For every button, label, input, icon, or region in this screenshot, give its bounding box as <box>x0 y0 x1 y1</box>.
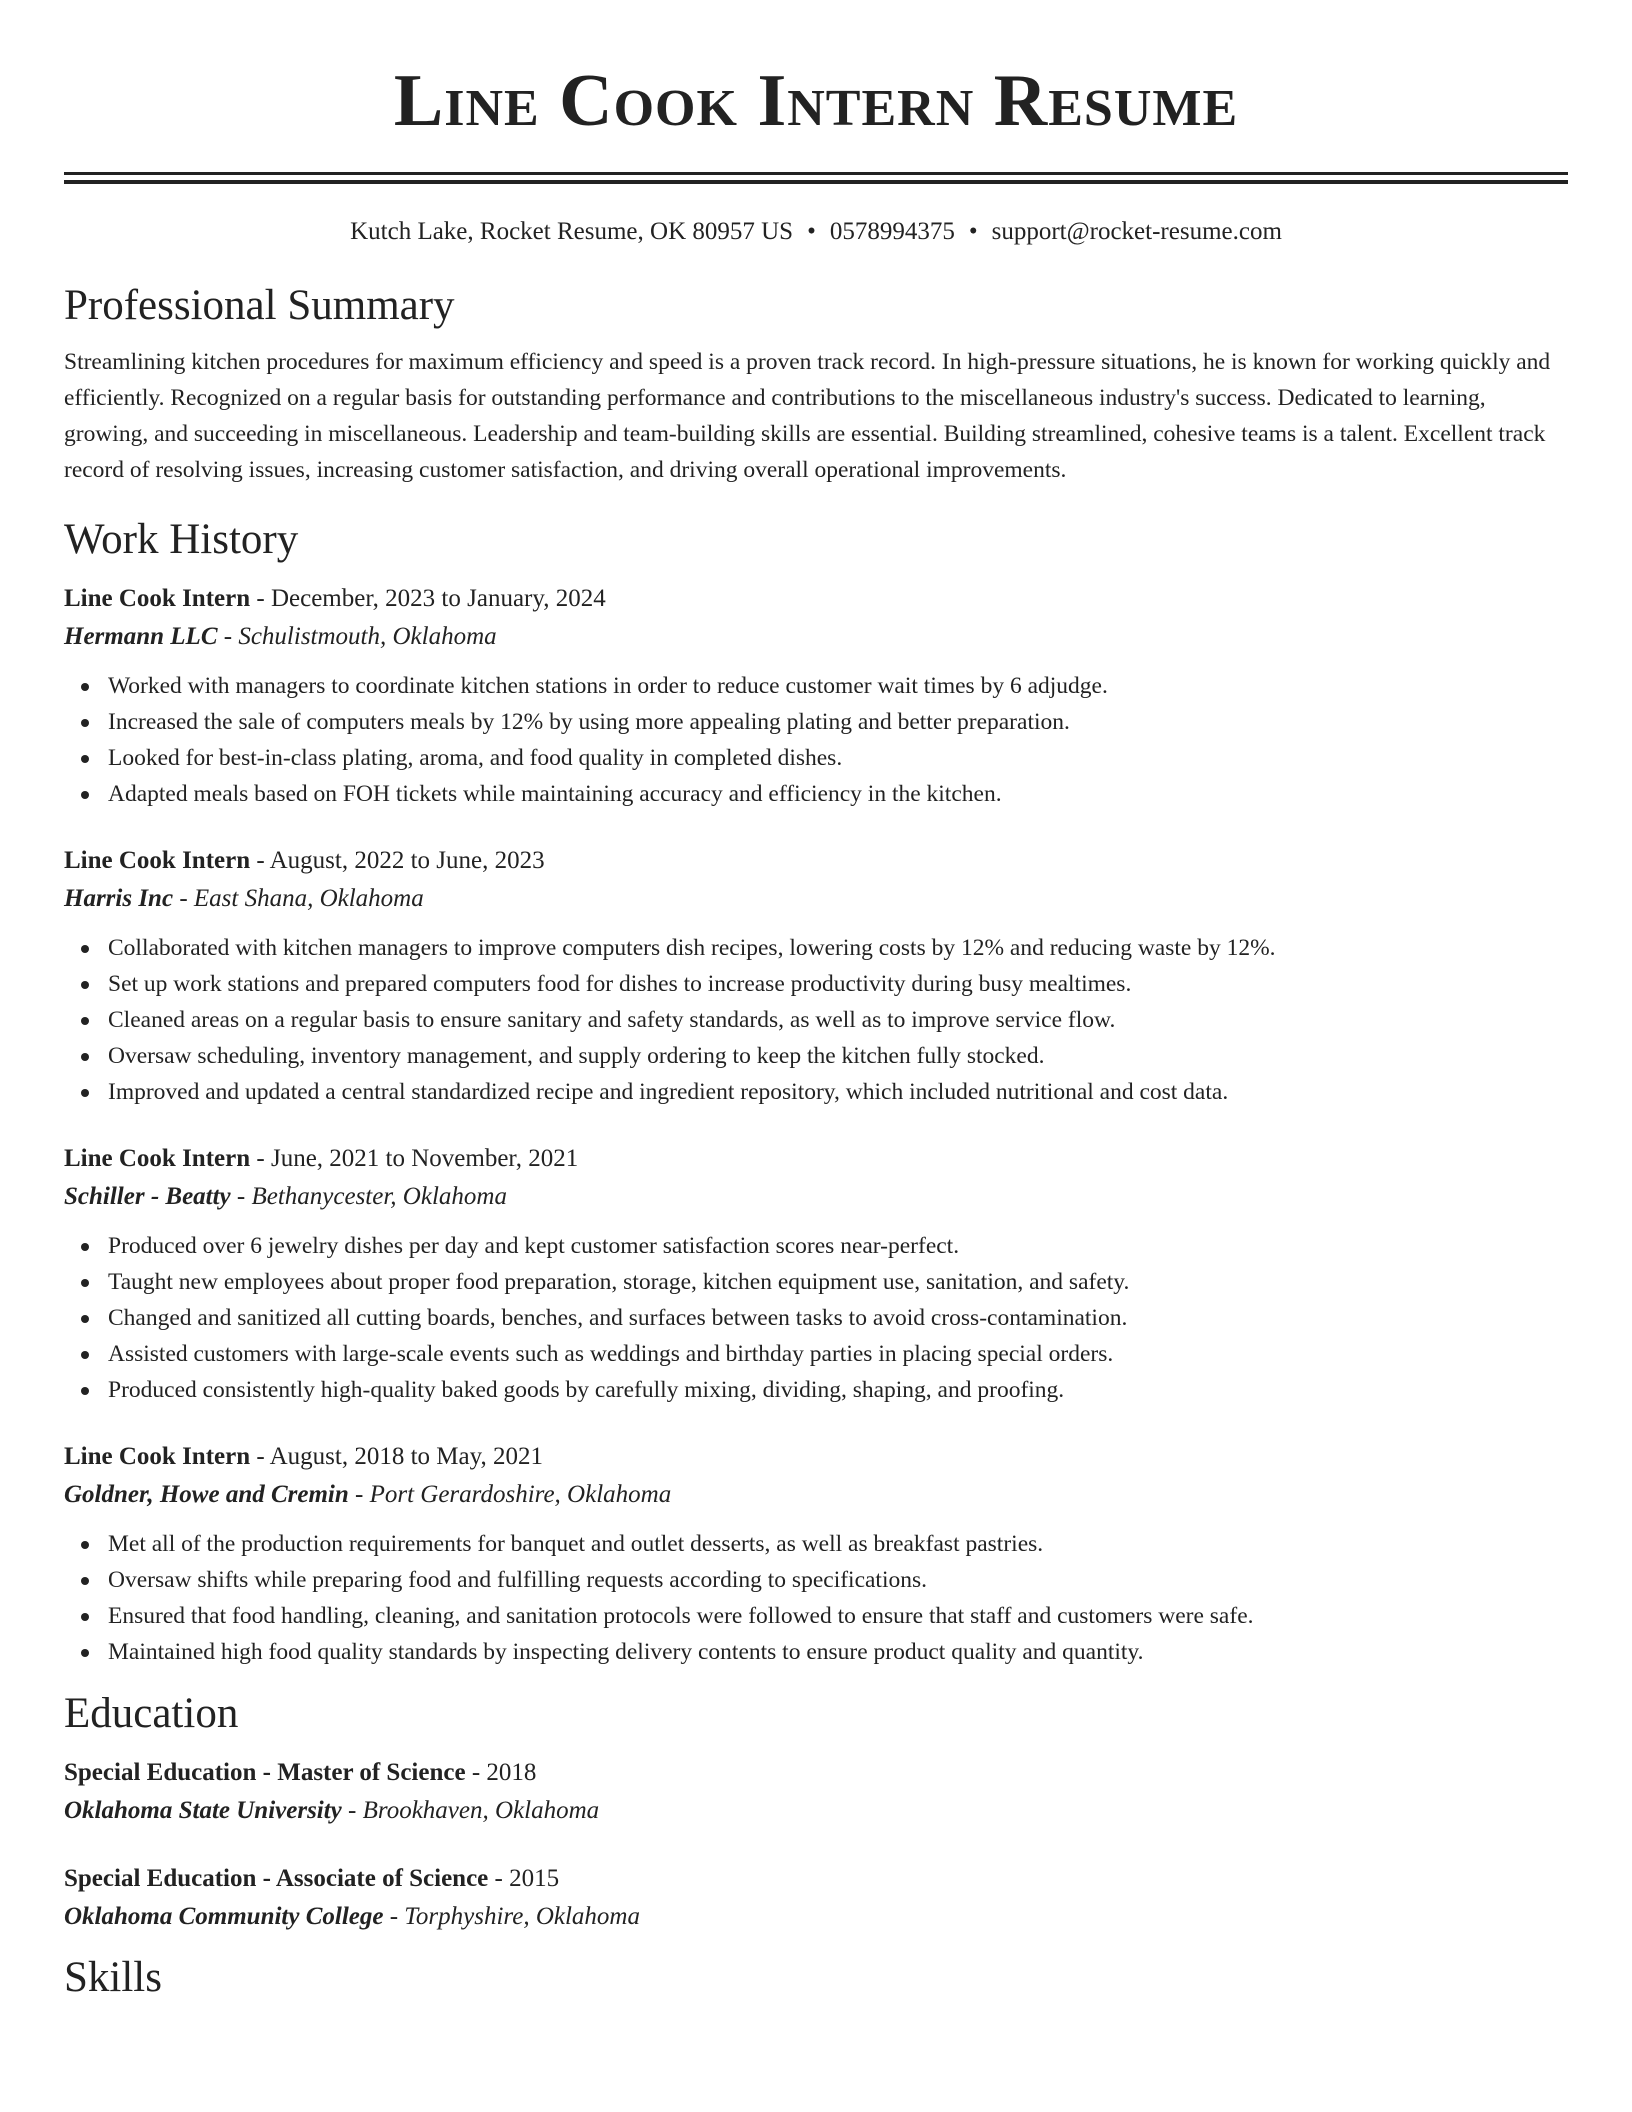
bullet-icon <box>81 945 89 953</box>
employer-name: Harris Inc <box>64 885 174 912</box>
list-item <box>108 1074 1568 1110</box>
bullet-text: Met all of the production requirements for banquet and outlet desserts, as well as breakfast pastries. <box>108 1531 1044 1557</box>
list-item <box>108 1562 1568 1598</box>
employer-name: Hermann LLC <box>64 623 218 650</box>
resume-title: Line Cook Intern Resume <box>393 60 1239 142</box>
bullet-text: Taught new employees about proper food preparation, storage, kitchen equipment use, sanitation, and safety. <box>108 1269 1130 1295</box>
bullet-text: Oversaw shifts while preparing food and fulfilling requests according to specifications. <box>108 1567 928 1593</box>
skills-heading: Skills <box>64 1954 162 2001</box>
degree-line <box>64 1860 1568 1898</box>
contact-address: Kutch Lake, Rocket Resume, OK 80957 US <box>350 218 794 245</box>
list-item <box>108 1264 1568 1300</box>
employer-line <box>64 618 1568 656</box>
bullet-icon <box>81 791 89 799</box>
degree-year: - 2015 <box>488 1865 560 1892</box>
employer-location: - Port Gerardoshire, Oklahoma <box>348 1481 672 1508</box>
school-line <box>64 1792 1568 1830</box>
work-history-section <box>64 514 1568 1670</box>
degree-year: - 2018 <box>465 1759 537 1786</box>
bullet-text: Worked with managers to coordinate kitchen stations in order to reduce customer wait times by 6 adjudge. <box>108 673 1108 699</box>
bullet-icon <box>81 1053 89 1061</box>
job-dates: - August, 2018 to May, 2021 <box>250 1443 543 1470</box>
contact-separator: • <box>968 218 978 245</box>
job-header <box>64 580 1568 618</box>
bullet-text: Cleaned areas on a regular basis to ensure sanitary and safety standards, as well as to improve service flow. <box>108 1007 1116 1033</box>
degree-line <box>64 1754 1568 1792</box>
bullet-icon <box>81 1577 89 1585</box>
work-history-heading: Work History <box>64 516 299 563</box>
contact-email: support@rocket-resume.com <box>991 218 1282 245</box>
employer-line <box>64 1178 1568 1216</box>
bullet-text: Collaborated with kitchen managers to improve computers dish recipes, lowering costs by 12% and reducing waste by 12%. <box>108 935 1276 961</box>
bullet-text: Improved and updated a central standardized recipe and ingredient repository, which included nutritional and cost data. <box>108 1079 1229 1105</box>
job-bullets <box>64 1526 1568 1670</box>
degree-name: Special Education - Master of Science <box>64 1759 466 1786</box>
job-header <box>64 1438 1568 1476</box>
bullet-icon <box>81 1279 89 1287</box>
bullet-icon <box>81 719 89 727</box>
job-entry <box>64 1140 1568 1408</box>
bullet-icon <box>81 755 89 763</box>
bullet-text: Ensured that food handling, cleaning, and sanitation protocols were followed to ensure that staff and customers were safe. <box>108 1603 1254 1629</box>
education-section <box>64 1688 1568 1936</box>
job-header <box>64 1140 1568 1178</box>
list-item <box>108 1228 1568 1264</box>
employer-location: - Schulistmouth, Oklahoma <box>217 623 497 650</box>
education-heading: Education <box>64 1690 239 1737</box>
contact-separator: • <box>807 218 816 245</box>
job-bullets <box>64 930 1568 1110</box>
bullet-icon <box>81 1613 89 1621</box>
education-entry <box>64 1860 1568 1936</box>
bullet-icon <box>81 1017 89 1025</box>
bullet-icon <box>81 1351 89 1359</box>
list-item <box>108 704 1568 740</box>
bullet-text: Produced consistently high-quality baked goods by carefully mixing, dividing, shaping, and proofing. <box>108 1377 1065 1403</box>
school-name: Oklahoma State University <box>64 1797 342 1824</box>
employer-line <box>64 880 1568 918</box>
school-location: - Brookhaven, Oklahoma <box>341 1797 600 1824</box>
bullet-icon <box>81 1315 89 1323</box>
job-title: Line Cook Intern <box>64 1443 251 1470</box>
bullet-icon <box>81 1541 89 1549</box>
job-title: Line Cook Intern <box>64 585 251 612</box>
list-item <box>108 1038 1568 1074</box>
list-item <box>108 930 1568 966</box>
job-entry <box>64 842 1568 1110</box>
bullet-text: Assisted customers with large-scale events such as weddings and birthday parties in placing special orders. <box>108 1341 1114 1367</box>
list-item <box>108 1598 1568 1634</box>
employer-line <box>64 1476 1568 1514</box>
bullet-icon <box>81 1089 89 1097</box>
list-item <box>108 966 1568 1002</box>
bullet-icon <box>81 1243 89 1251</box>
employer-name: Goldner, Howe and Cremin <box>64 1481 349 1508</box>
bullet-icon <box>81 1387 89 1395</box>
bullet-text: Maintained high food quality standards by inspecting delivery contents to ensure product quality and quantity. <box>108 1639 1144 1665</box>
job-header <box>64 842 1568 880</box>
job-dates: - June, 2021 to November, 2021 <box>250 1145 579 1172</box>
list-item <box>108 1300 1568 1336</box>
bullet-text: Looked for best-in-class plating, aroma, and food quality in completed dishes. <box>108 745 843 771</box>
bullet-text: Changed and sanitized all cutting boards, benches, and surfaces between tasks to avoid cross-contamination. <box>108 1305 1128 1331</box>
job-dates: - December, 2023 to January, 2024 <box>250 585 606 612</box>
bullet-text: Set up work stations and prepared computers food for dishes to increase productivity during busy mealtimes. <box>108 971 1132 997</box>
job-bullets <box>64 1228 1568 1408</box>
job-dates: - August, 2022 to June, 2023 <box>250 847 545 874</box>
employer-location: - Bethanycester, Oklahoma <box>230 1183 507 1210</box>
list-item <box>108 740 1568 776</box>
title-double-rule <box>64 172 1568 184</box>
school-line <box>64 1898 1568 1936</box>
bullet-icon <box>81 1649 89 1657</box>
school-location: - Torphyshire, Oklahoma <box>383 1903 640 1930</box>
degree-name: Special Education - Associate of Science <box>64 1865 489 1892</box>
list-item <box>108 1336 1568 1372</box>
job-entry <box>64 1438 1568 1670</box>
skills-section <box>64 1952 1568 2004</box>
employer-location: - East Shana, Oklahoma <box>173 885 424 912</box>
bullet-icon <box>81 683 89 691</box>
job-title: Line Cook Intern <box>64 1145 251 1172</box>
job-entry <box>64 580 1568 812</box>
bullet-icon <box>81 981 89 989</box>
bullet-text: Produced over 6 jewelry dishes per day and kept customer satisfaction scores near-perfect. <box>108 1233 960 1259</box>
summary-text: Streamlining kitchen procedures for maximum efficiency and speed is a proven track record. In high-pressure situations, he is known for working quickly and efficiently. Recognized on a regular basis for outstanding performance and contributions to the miscellaneous industry's success. Dedicated to learning, growing, and succeeding in miscellaneous. Leadership and team-building skills are essential. Building streamlined, cohesive teams is a talent. Excellent track record of resolving issues, increasing customer satisfaction, and driving overall operational improvements. <box>64 349 1551 483</box>
list-item <box>108 668 1568 704</box>
education-entry <box>64 1754 1568 1830</box>
bullet-text: Increased the sale of computers meals by 12% by using more appealing plating and better preparation. <box>108 709 1070 735</box>
bullet-text: Adapted meals based on FOH tickets while maintaining accuracy and efficiency in the kitchen. <box>108 781 1002 807</box>
school-name: Oklahoma Community College <box>64 1903 384 1930</box>
employer-name: Schiller - Beatty <box>64 1183 231 1210</box>
list-item <box>108 1002 1568 1038</box>
list-item <box>108 1634 1568 1670</box>
job-title: Line Cook Intern <box>64 847 251 874</box>
summary-heading: Professional Summary <box>64 282 455 329</box>
summary-section <box>64 280 1568 488</box>
contact-phone: 0578994375 <box>829 218 955 245</box>
bullet-text: Oversaw scheduling, inventory management, and supply ordering to keep the kitchen fully stocked. <box>108 1043 1045 1069</box>
list-item <box>108 1526 1568 1562</box>
list-item <box>108 1372 1568 1408</box>
list-item <box>108 776 1568 812</box>
contact-line <box>64 214 1568 250</box>
job-bullets <box>64 668 1568 812</box>
